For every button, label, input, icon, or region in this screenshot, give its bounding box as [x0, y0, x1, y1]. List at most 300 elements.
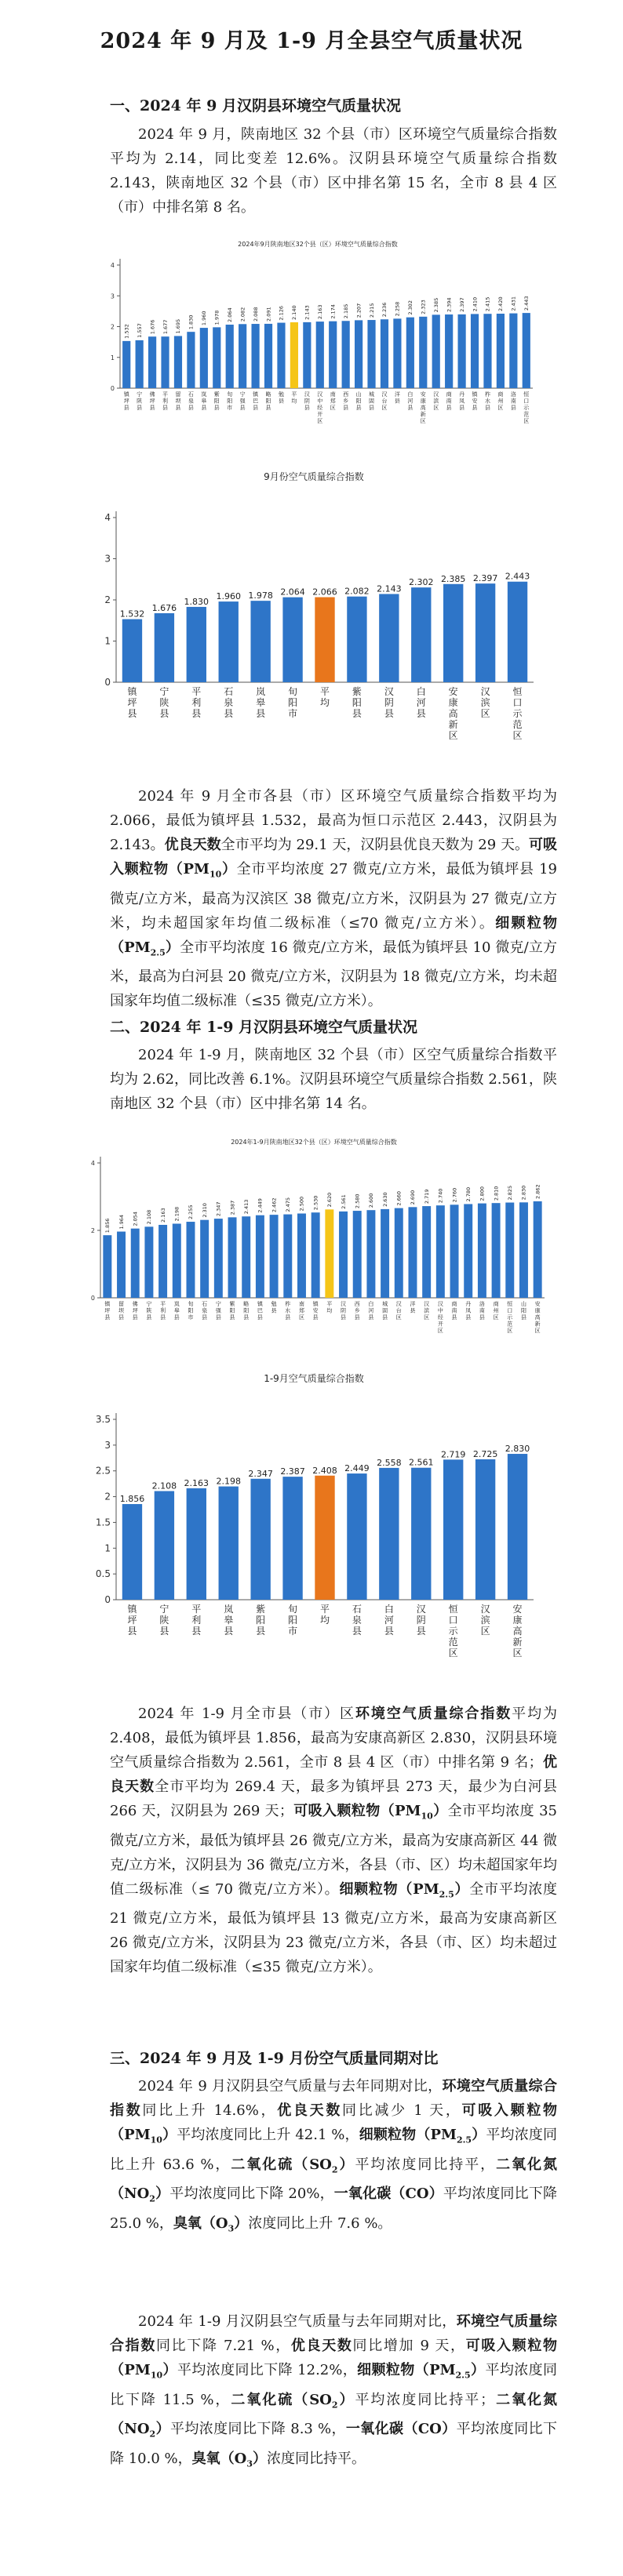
category-label: [216, 1300, 222, 1321]
category-char: 旬: [288, 686, 298, 697]
bar-value-label: 2.088: [252, 307, 259, 322]
bar-value-label: 1.677: [162, 319, 169, 335]
bar: [282, 1477, 302, 1600]
category-char: 县: [224, 708, 234, 719]
category-char: 县: [510, 405, 516, 411]
category-char: 区: [448, 1648, 458, 1659]
category-label: [188, 1300, 193, 1321]
bar-value-label: 2.215: [368, 303, 375, 318]
category-char: 县: [132, 1314, 138, 1321]
bold-text: 2.5: [455, 2370, 471, 2381]
bold-text: 2: [149, 2193, 155, 2204]
category-char: 商: [497, 391, 504, 398]
category-char: 新: [448, 719, 458, 730]
bold-text: 可吸入颗粒物（PM: [110, 2338, 558, 2378]
bar: [505, 1203, 514, 1298]
bar-value-label: 2.198: [173, 1206, 180, 1222]
category-label: [523, 391, 530, 424]
category-char: 坪: [104, 1307, 111, 1314]
bar-value-label: 2.397: [472, 573, 498, 584]
bar-value-label: 1.960: [201, 311, 208, 326]
category-char: 略: [265, 391, 271, 398]
category-label: [202, 1301, 207, 1321]
bar: [445, 314, 453, 388]
category-char: 坪: [149, 398, 155, 405]
bar: [475, 1459, 495, 1600]
category-char: 紫: [256, 1604, 266, 1615]
bar: [316, 322, 324, 388]
bar-value-label: 1.964: [118, 1214, 125, 1230]
text-run: 平均浓度同比下降 25.0 %，: [110, 2185, 558, 2232]
category-label: [224, 1603, 233, 1637]
bar: [508, 582, 527, 682]
category-char: 恒: [448, 1604, 458, 1615]
bar-value-label: 2.719: [440, 1449, 466, 1460]
bar: [443, 1459, 463, 1600]
bar: [148, 336, 156, 388]
bar: [155, 613, 174, 682]
bold-text: 臭氧（O: [191, 2450, 247, 2467]
category-char: 县: [446, 405, 452, 411]
bar-value-label: 1.830: [188, 314, 195, 330]
bar: [187, 607, 206, 682]
category-char: 县: [271, 1307, 277, 1314]
category-char: 固: [369, 398, 375, 405]
bar: [471, 314, 479, 388]
category-char: 滨: [480, 697, 490, 708]
bar-value-label: 2.690: [410, 1190, 417, 1205]
category-char: 安: [448, 686, 458, 697]
bar-value-label: 2.302: [407, 300, 414, 315]
bold-text: 3: [228, 2223, 235, 2234]
category-char: 商: [446, 391, 452, 398]
category-label: [160, 1301, 166, 1321]
bar: [256, 1215, 264, 1298]
category-char: 区: [317, 418, 323, 424]
bar: [122, 1504, 142, 1600]
category-char: 固: [382, 1307, 388, 1314]
category-char: 县: [465, 1314, 472, 1321]
bar: [408, 1207, 417, 1298]
bar-value-label: 2.660: [395, 1191, 403, 1206]
bold-text: 可吸入颗粒物（PM: [110, 2102, 558, 2143]
category-label: [446, 391, 452, 411]
bold-text: 细颗粒物（PM: [359, 2127, 457, 2143]
category-char: 平: [162, 391, 169, 398]
category-char: 区: [395, 1314, 402, 1321]
category-char: 县: [352, 1626, 362, 1637]
category-label: [465, 1301, 471, 1321]
category-char: 宁: [215, 1301, 221, 1307]
category-char: 西: [343, 391, 349, 398]
category-label: [243, 1300, 249, 1321]
bar-value-label: 2.830: [505, 1444, 530, 1455]
bar-value-label: 2.500: [298, 1196, 305, 1212]
bold-text: 二氧化氮（NO: [110, 2391, 558, 2438]
bold-text: ）: [432, 1803, 448, 1819]
y-tick-label: 0.5: [95, 1568, 111, 1580]
y-tick-label: 4: [110, 262, 115, 269]
category-char: 汉: [384, 686, 394, 697]
bar: [122, 619, 142, 682]
category-char: 县: [256, 708, 266, 719]
category-char: 巴: [253, 398, 259, 405]
bold-text: ）: [162, 2127, 177, 2143]
category-char: 县: [278, 398, 284, 405]
category-label: [497, 391, 503, 411]
category-char: 县: [224, 1626, 234, 1637]
category-label: [214, 391, 220, 411]
bar-value-label: 2.397: [458, 297, 465, 312]
bold-text: ）: [454, 1880, 470, 1898]
category-char: 区: [448, 730, 458, 741]
bar-value-label: 2.385: [440, 573, 466, 584]
text-run: 2024 年 1-9 月汉阴县空气质量与去年同期对比，: [138, 2313, 457, 2330]
category-char: 镇: [257, 1301, 263, 1307]
category-char: 示: [523, 405, 530, 411]
category-label: [407, 391, 413, 411]
category-char: 阳: [288, 1615, 298, 1626]
category-char: 区: [497, 405, 504, 411]
category-char: 佛: [132, 1301, 138, 1307]
bar-value-label: 2.143: [377, 583, 402, 594]
bar: [508, 1454, 527, 1600]
category-char: 区: [523, 418, 530, 424]
category-char: 平: [319, 1604, 330, 1615]
bold-text: 2: [331, 2400, 338, 2411]
category-char: 乡: [343, 398, 349, 405]
category-label: [230, 1300, 235, 1321]
bar: [381, 319, 388, 388]
category-char: 区: [480, 708, 490, 719]
category-char: 强: [215, 1307, 221, 1314]
category-char: 南: [451, 1307, 457, 1314]
bar: [379, 1468, 399, 1600]
bold-text: 一氧化碳（CO）: [333, 2185, 443, 2203]
bar: [200, 328, 208, 388]
category-label: [118, 1300, 125, 1321]
bold-text: 优良天数: [277, 2102, 343, 2119]
category-label: [124, 391, 130, 411]
category-label: [356, 391, 362, 411]
category-char: 镇: [127, 686, 137, 697]
category-label: [104, 1300, 111, 1321]
text-run: 平均浓度同比上升 63.6 %，: [110, 2127, 558, 2173]
bold-text: 2.5: [150, 947, 166, 958]
category-char: 石: [352, 1604, 362, 1615]
bar: [228, 1217, 237, 1298]
category-char: 平: [291, 391, 297, 398]
category-char: 经: [317, 405, 323, 411]
category-char: 岚: [256, 686, 266, 697]
category-char: 县: [118, 1314, 125, 1321]
bold-text: 可吸入颗粒物（PM: [110, 837, 558, 877]
bar: [131, 1229, 140, 1298]
category-char: 西: [354, 1301, 360, 1307]
bar-value-label: 2.630: [381, 1192, 388, 1207]
category-label: [368, 1300, 373, 1321]
category-char: 坪: [132, 1307, 138, 1314]
category-char: 旬: [227, 391, 233, 398]
category-char: 区: [512, 1648, 523, 1659]
bar-value-label: 2.413: [242, 1199, 250, 1215]
category-char: 城: [369, 391, 375, 398]
category-char: 郑: [330, 398, 336, 405]
category-char: 县: [137, 405, 143, 411]
category-char: 阴: [304, 398, 310, 405]
text-run: 全市平均为 269.4 天，最多为镇坪县 273 天，最少为白河县 266 天，汉阴县为 269 天；: [110, 1778, 557, 1819]
category-char: 市: [288, 1626, 298, 1637]
text-run: 同比上升 14.6%，: [142, 2102, 278, 2119]
category-char: 县: [229, 1314, 235, 1321]
bar-value-label: 2.066: [312, 587, 337, 598]
category-char: 县: [394, 398, 400, 405]
bar-value-label: 2.443: [523, 296, 530, 311]
text-run: 浓度同比持平。: [266, 2450, 366, 2467]
bar: [443, 584, 463, 682]
category-char: 县: [265, 405, 271, 411]
category-label: [150, 391, 155, 411]
category-char: 均: [291, 398, 297, 405]
category-char: 市: [288, 708, 298, 719]
bar: [464, 1204, 472, 1298]
category-label: [291, 391, 297, 405]
category-label: [256, 1603, 265, 1637]
text-run: 全市平均浓度 27 微克/立方米，最低为镇坪县 19 微克/立方米，最高为汉滨区 38 微克/立方米，汉阴县为 27 微克/立方米，均未超国家年均值二级标准（≤70 微克/立方米）。: [110, 861, 557, 932]
category-label: [159, 1604, 169, 1637]
category-char: 区: [420, 418, 426, 424]
bold-text: 一氧化碳（CO）: [345, 2421, 457, 2438]
category-char: 宁: [146, 1301, 152, 1307]
category-label: [384, 686, 394, 719]
category-char: 示: [507, 1314, 513, 1321]
bar: [355, 320, 363, 388]
category-char: 陕: [159, 697, 169, 708]
bar: [242, 1216, 250, 1298]
category-char: 坝: [175, 398, 181, 405]
bar: [419, 317, 427, 388]
bold-text: ）: [155, 2421, 170, 2438]
bar-value-label: 1.676: [151, 603, 177, 614]
bold-text: 二氧化氮（NO: [110, 2156, 558, 2203]
category-char: 县: [162, 405, 169, 411]
category-char: 安: [472, 398, 478, 405]
bar-value-label: 2.580: [354, 1194, 361, 1209]
bold-text: 优良天数: [290, 2338, 353, 2354]
category-char: 阳: [213, 398, 220, 405]
category-char: 镇: [104, 1301, 111, 1307]
bar: [325, 1209, 333, 1298]
category-label: [452, 1300, 457, 1321]
category-char: 泉: [188, 398, 194, 405]
category-char: 利: [162, 398, 169, 405]
category-char: 利: [191, 1615, 202, 1626]
bar-value-label: 2.825: [507, 1185, 514, 1201]
category-label: [146, 1300, 151, 1321]
bar: [381, 1209, 389, 1298]
paragraph-compare-ytd: [110, 2309, 557, 2476]
category-label: [313, 1300, 319, 1321]
category-char: 南: [510, 398, 516, 405]
text-run: 2024 年 1-9 月全市县（市）区: [138, 1706, 355, 1722]
category-char: 区: [493, 1314, 499, 1321]
category-char: 宁: [159, 1604, 169, 1615]
bar-value-label: 2.443: [505, 571, 530, 582]
bar-value-label: 2.387: [229, 1200, 236, 1215]
bar: [277, 323, 285, 388]
category-char: 范: [523, 411, 530, 418]
category-char: 州: [497, 398, 504, 405]
bar: [519, 1202, 528, 1298]
category-char: 商: [451, 1301, 457, 1307]
bar: [303, 322, 311, 388]
category-char: 安: [512, 1604, 523, 1615]
bar-value-label: 1.532: [119, 609, 145, 619]
category-char: 恒: [512, 686, 523, 697]
category-char: 县: [127, 708, 137, 719]
bar: [200, 1220, 209, 1298]
bar-value-label: 1.960: [216, 591, 241, 602]
category-label: [421, 391, 426, 424]
category-char: 阳: [227, 398, 233, 405]
category-char: 县: [384, 1626, 394, 1637]
text-run: 平均浓度同比下降 8.3 %，: [169, 2421, 346, 2438]
category-char: 县: [369, 405, 375, 411]
text-run: 同比下降 7.21 %，: [155, 2338, 291, 2354]
category-label: [320, 686, 330, 708]
category-char: 示: [512, 708, 523, 719]
y-tick-label: 4: [104, 512, 111, 523]
paragraph-sept-city: [110, 784, 557, 1013]
category-char: 县: [484, 405, 490, 411]
category-char: 汉: [424, 1301, 430, 1307]
section-heading-ytd: 二、2024 年 1-9 月汉阴县环境空气质量状况: [110, 1019, 418, 1036]
text-run: 平均浓度同比下降 20%，: [169, 2185, 334, 2203]
category-char: 柞: [484, 391, 490, 398]
bar-value-label: 2.719: [423, 1189, 430, 1204]
bold-text: ）: [162, 2362, 177, 2378]
bar-value-label: 2.236: [381, 302, 388, 318]
category-label: [188, 391, 194, 411]
text-run: 同比增加 9 天，: [352, 2338, 466, 2354]
category-char: 阳: [288, 697, 298, 708]
category-char: 水: [285, 1307, 291, 1314]
bold-text: 10: [150, 2135, 162, 2145]
category-label: [424, 1300, 429, 1321]
category-char: 县: [355, 405, 362, 411]
category-char: 县: [243, 1314, 250, 1321]
bar-value-label: 2.064: [226, 307, 233, 322]
category-char: 县: [384, 708, 394, 719]
bold-text: ）: [165, 939, 180, 956]
category-char: 河: [368, 1307, 374, 1314]
category-label: [352, 685, 362, 719]
category-char: 康: [448, 697, 458, 708]
y-tick-label: 3: [104, 553, 111, 565]
category-char: 均: [319, 697, 330, 708]
bar-value-label: 2.862: [534, 1184, 541, 1199]
bar: [457, 314, 465, 388]
bar-value-label: 1.532: [123, 324, 130, 339]
category-char: 区: [381, 405, 388, 411]
category-label: [472, 391, 479, 411]
bar: [353, 1211, 362, 1298]
y-tick-label: 1: [110, 354, 115, 362]
category-char: 滨: [480, 1615, 490, 1626]
category-char: 商: [493, 1301, 499, 1307]
bar: [174, 336, 182, 388]
category-char: 安: [312, 1307, 319, 1314]
bar: [283, 1215, 292, 1298]
category-char: 皋: [224, 1615, 234, 1626]
bold-text: ）: [470, 2362, 486, 2378]
category-char: 县: [472, 405, 478, 411]
bar-value-label: 2.054: [132, 1212, 139, 1226]
category-char: 区: [424, 1314, 430, 1321]
bold-text: ）: [234, 2214, 249, 2232]
text-run: 同比减少 1 天，: [342, 2102, 462, 2119]
bar: [393, 318, 401, 388]
bar-value-label: 2.302: [409, 577, 434, 588]
bar-value-label: 2.530: [312, 1195, 319, 1211]
category-label: [449, 1603, 459, 1659]
category-char: 南: [330, 391, 336, 398]
y-tick-label: 2: [90, 1227, 95, 1234]
category-char: 县: [159, 708, 169, 719]
category-char: 镇: [253, 391, 259, 398]
category-char: 石: [202, 1301, 208, 1307]
category-char: 示: [448, 1626, 458, 1637]
category-char: 城: [382, 1301, 388, 1307]
bar: [478, 1204, 486, 1298]
bar: [432, 314, 440, 388]
bar-value-label: 2.347: [248, 1468, 273, 1479]
category-char: 区: [534, 1328, 541, 1334]
category-label: [343, 391, 348, 411]
category-label: [535, 1300, 541, 1334]
bar: [483, 314, 491, 388]
paragraph-ytd-city: [110, 1702, 557, 1979]
y-tick-label: 1: [104, 635, 111, 647]
bar-value-label: 2.082: [239, 307, 246, 322]
bar: [251, 324, 259, 388]
category-char: 县: [253, 405, 259, 411]
category-char: 县: [202, 1314, 208, 1321]
category-char: 口: [507, 1307, 513, 1314]
bar: [411, 587, 431, 682]
category-label: [317, 391, 322, 424]
category-char: 县: [127, 1626, 137, 1637]
category-char: 县: [459, 405, 465, 411]
category-char: 郑: [298, 1307, 304, 1314]
text-run: 平均浓度同比持平；: [355, 2391, 495, 2408]
category-char: 阳: [256, 1615, 266, 1626]
category-char: 口: [512, 697, 523, 708]
category-char: 泉: [352, 1615, 362, 1626]
category-char: 汉: [317, 391, 323, 398]
bar-value-label: 2.449: [344, 1463, 370, 1474]
category-char: 开: [317, 411, 323, 418]
bar-value-label: 2.163: [317, 304, 324, 320]
category-char: 石: [188, 391, 194, 398]
category-char: 县: [312, 1314, 319, 1321]
category-char: 汉: [480, 686, 490, 697]
category-char: 新: [534, 1321, 541, 1328]
category-char: 均: [319, 1615, 330, 1626]
category-label: [396, 1300, 402, 1321]
bar-value-label: 1.557: [136, 323, 143, 338]
text-run: 浓度同比上升 7.6 %。: [248, 2214, 392, 2232]
